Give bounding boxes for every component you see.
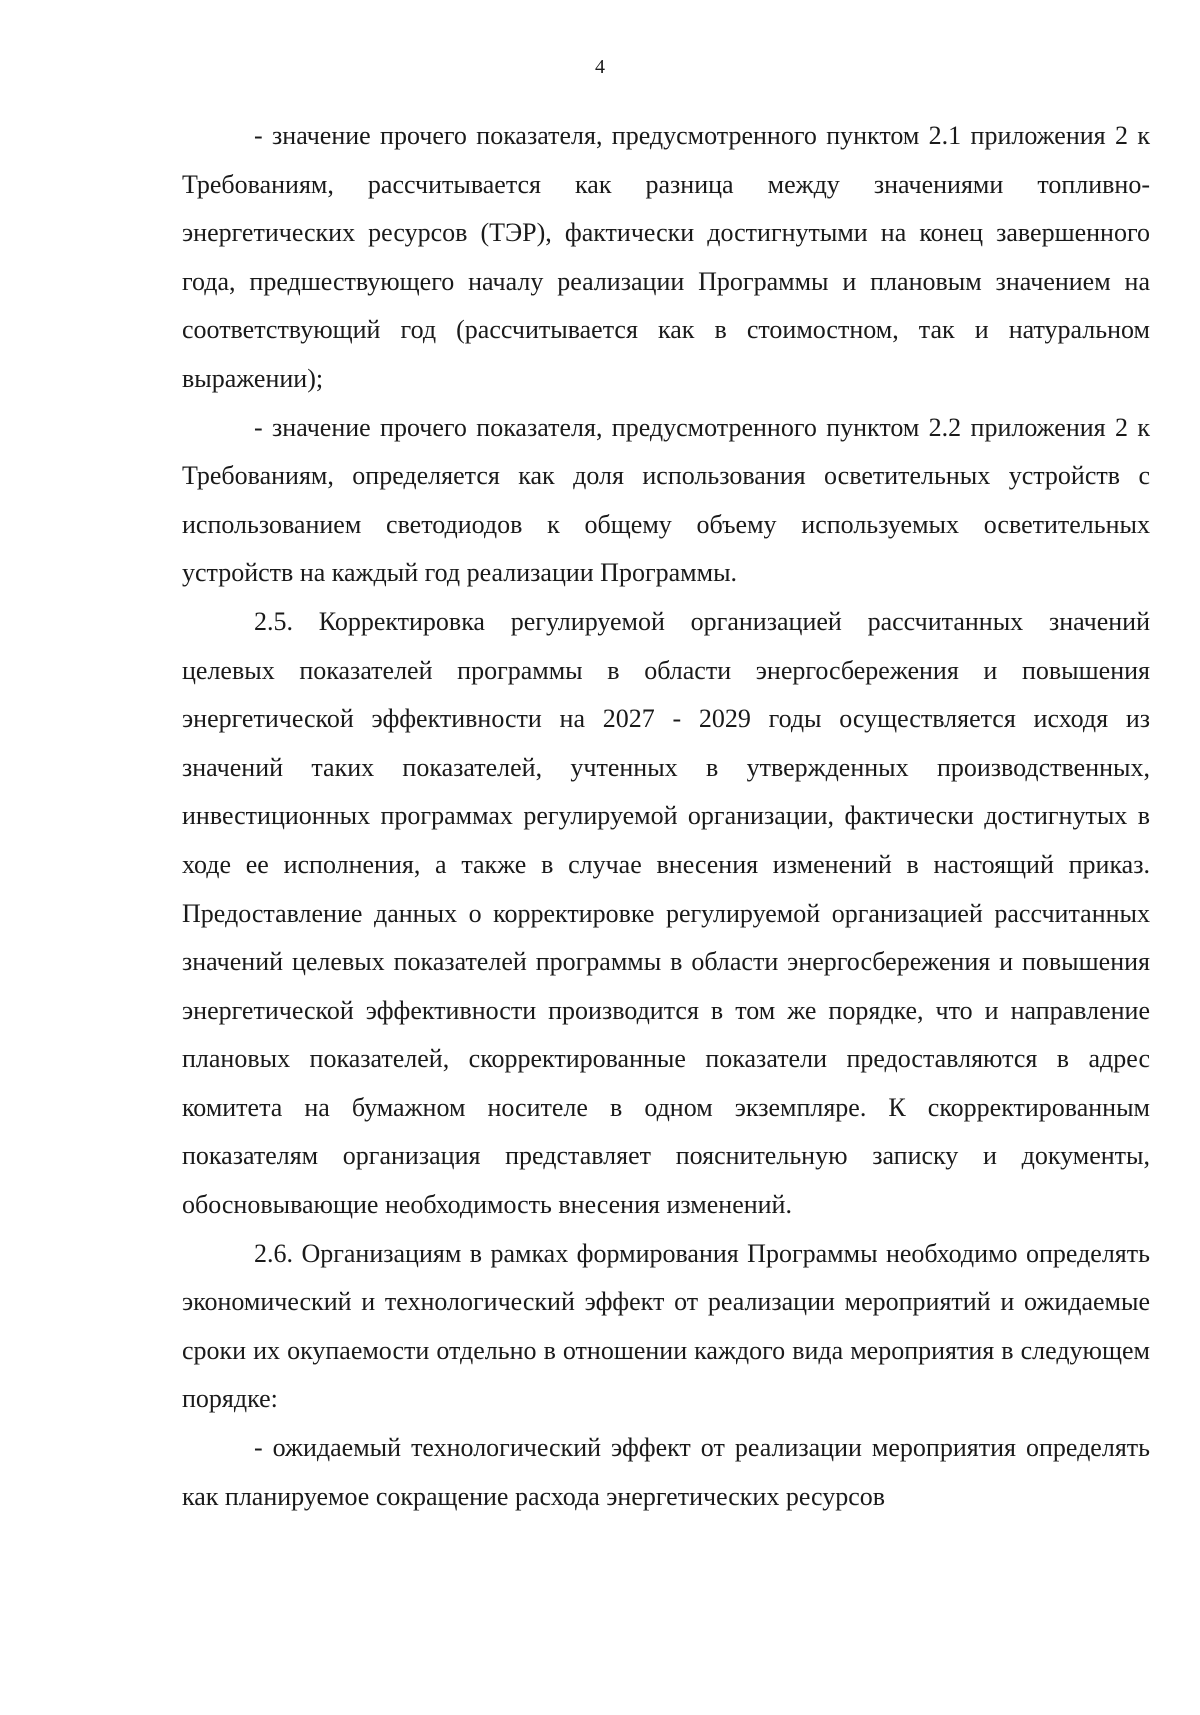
page-number: 4 xyxy=(595,56,605,78)
document-body xyxy=(182,112,1150,1521)
paragraph-technological-effect: - ожидаемый технологический эффект от реализации мероприятия определять как планируемое сокращение расхода энергетических ресурсов xyxy=(182,1433,1150,1511)
paragraph-indicator-2-2: - значение прочего показателя, предусмотренного пунктом 2.2 приложения 2 к Требованиям, определяется как доля использования осветительных устройств с использованием светодиодов к общему объему используемых осветительных устройств на каждый год реализации Программы. xyxy=(182,412,1150,588)
paragraph-indicator-2-1: - значение прочего показателя, предусмотренного пунктом 2.1 приложения 2 к Требованиям, рассчитывается как разница между значениями топливно-энергетических ресурсов (ТЭР), фактически достигнутыми на конец завершенного года, предшествующего началу реализации Программы и плановым значением на соответствующий год (рассчитывается как в стоимостном, так и натуральном выражении); xyxy=(182,121,1150,393)
paragraph-2-5: 2.5. Корректировка регулируемой организацией рассчитанных значений целевых показателей программы в области энергосбережения и повышения энергетической эффективности на 2027 - 2029 годы осуществляется исходя из значений таких показателей, учтенных в утвержденных производственных, инвестиционных программах регулируемой организации, фактически достигнутых в ходе ее исполнения, а также в случае внесения изменений в настоящий приказ. Предоставление данных о корректировке регулируемой организацией рассчитанных значений целевых показателей программы в области энергосбережения и повышения энергетической эффективности производится в том же порядке, что и направление плановых показателей, скорректированные показатели предоставляются в адрес комитета на бумажном носителе в одном экземпляре. К скорректированным показателям организация представляет пояснительную записку и документы, обосновывающие необходимость внесения изменений. xyxy=(182,606,1150,1220)
paragraph-2-6: 2.6. Организациям в рамках формирования Программы необходимо определять экономический и технологический эффект от реализации мероприятий и ожидаемые сроки их окупаемости отдельно в отношении каждого вида мероприятия в следующем порядке: xyxy=(182,1238,1150,1414)
